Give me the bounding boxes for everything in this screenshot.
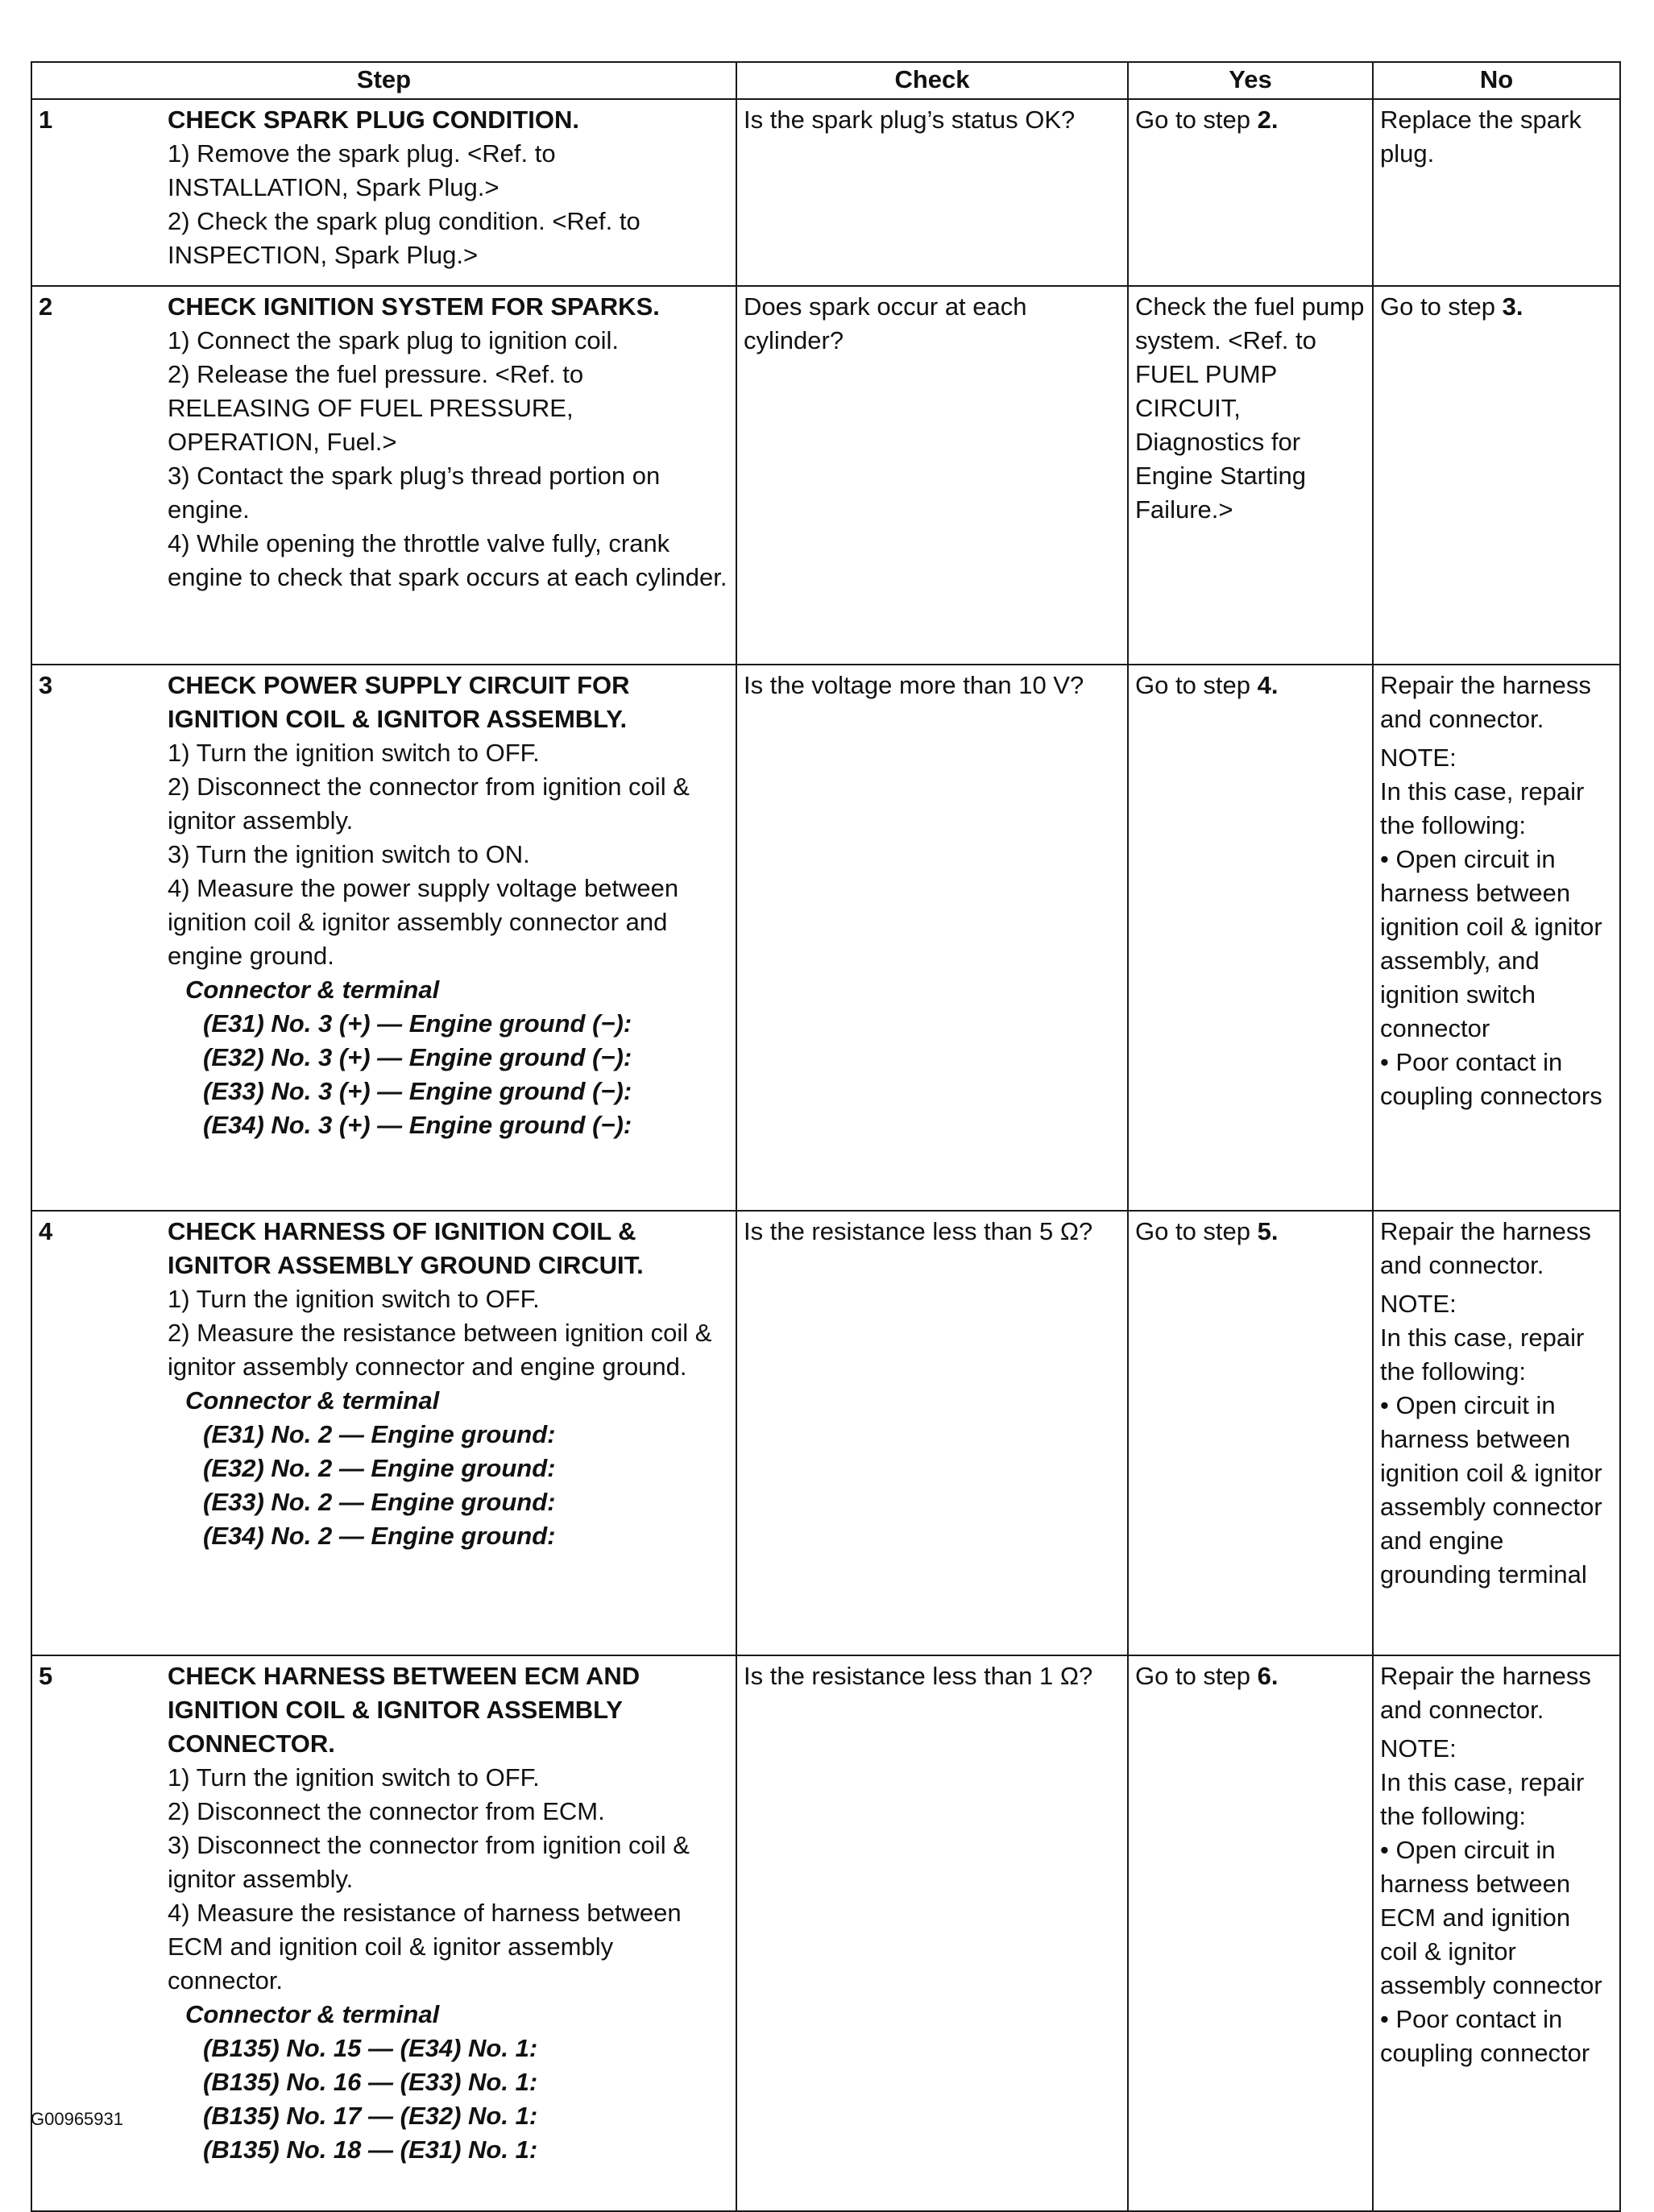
step-instruction: 2) Measure the resistance between ignition coil & ignitor assembly connector and engine ground. <box>168 1319 712 1381</box>
header-step: Step <box>31 62 736 99</box>
connector-label: Connector & terminal <box>185 2000 440 2028</box>
connector-item: (E34) No. 2 — Engine ground: <box>203 1522 556 1550</box>
connector-item: (E32) No. 2 — Engine ground: <box>203 1454 556 1482</box>
step-content <box>39 669 729 1142</box>
check-cell: Is the resistance less than 1 Ω? <box>736 1655 1128 2211</box>
yes-step-ref: 5. <box>1257 1217 1279 1245</box>
note-item: • Poor contact in coupling connector <box>1380 2005 1590 2067</box>
header-no: No <box>1373 62 1620 99</box>
no-prefix: Go to step <box>1380 292 1503 321</box>
step-instruction: 1) Connect the spark plug to ignition coil. <box>168 326 620 354</box>
diagnostic-table <box>31 61 1621 2212</box>
connector-item: (E32) No. 3 (+) — Engine ground (−): <box>203 1043 632 1071</box>
step-body <box>168 290 729 594</box>
step-cell <box>31 99 736 286</box>
note-label: NOTE: <box>1380 1734 1457 1763</box>
yes-cell <box>1128 1655 1373 2211</box>
step-instruction: 1) Turn the ignition switch to OFF. <box>168 1285 540 1313</box>
figure-code: G00965931 <box>31 2109 123 2129</box>
table-row <box>31 286 1620 665</box>
note-item: • Open circuit in harness between ignition coil & ignitor assembly connector and engine grounding terminal <box>1380 1391 1602 1589</box>
step-instruction: 4) Measure the resistance of harness between ECM and ignition coil & ignitor assembly connector. <box>168 1899 682 1995</box>
step-title: CHECK HARNESS OF IGNITION COIL & IGNITOR ASSEMBLY GROUND CIRCUIT. <box>168 1217 644 1279</box>
yes-cell <box>1128 286 1373 665</box>
step-content <box>39 290 729 594</box>
note-item: • Open circuit in harness between ignition coil & ignitor assembly, and ignition switch connector <box>1380 845 1602 1042</box>
no-cell <box>1373 99 1620 286</box>
step-instruction: 3) Contact the spark plug’s thread portion on engine. <box>168 462 661 524</box>
step-body <box>168 669 729 1142</box>
connector-item: (B135) No. 16 — (E33) No. 1: <box>203 2068 538 2096</box>
step-title: CHECK IGNITION SYSTEM FOR SPARKS. <box>168 292 660 321</box>
step-instruction: 2) Disconnect the connector from ECM. <box>168 1797 605 1825</box>
step-instruction: 2) Release the fuel pressure. <Ref. to RELEASING OF FUEL PRESSURE, OPERATION, Fuel.> <box>168 360 584 456</box>
table-body <box>31 99 1620 2211</box>
no-step-ref: 3. <box>1502 292 1523 321</box>
note-item: In this case, repair the following: <box>1380 1323 1585 1386</box>
step-body <box>168 1659 729 2167</box>
step-instruction: 1) Turn the ignition switch to OFF. <box>168 739 540 767</box>
yes-text: Check the fuel pump system. <Ref. to FUEL PUMP CIRCUIT, Diagnostics for Engine Starting Failure.> <box>1135 292 1365 524</box>
note-item: • Open circuit in harness between ECM and ignition coil & ignitor assembly connector <box>1380 1836 1602 1999</box>
step-title: CHECK POWER SUPPLY CIRCUIT FOR IGNITION COIL & IGNITOR ASSEMBLY. <box>168 671 630 733</box>
step-instruction: 2) Check the spark plug condition. <Ref. to INSPECTION, Spark Plug.> <box>168 207 640 269</box>
connector-item: (E33) No. 3 (+) — Engine ground (−): <box>203 1077 632 1105</box>
step-instruction: 4) Measure the power supply voltage between ignition coil & ignitor assembly connector and engine ground. <box>168 874 679 970</box>
yes-cell <box>1128 1211 1373 1655</box>
step-body <box>168 1215 729 1553</box>
step-cell <box>31 665 736 1211</box>
step-instruction: 1) Turn the ignition switch to OFF. <box>168 1763 540 1792</box>
no-cell <box>1373 665 1620 1211</box>
step-cell <box>31 1655 736 2211</box>
step-instruction: 1) Remove the spark plug. <Ref. to INSTALLATION, Spark Plug.> <box>168 139 556 201</box>
table-row <box>31 1211 1620 1655</box>
header-check: Check <box>736 62 1128 99</box>
yes-prefix: Go to step <box>1135 1662 1258 1690</box>
no-cell <box>1373 1211 1620 1655</box>
step-cell <box>31 286 736 665</box>
step-number: 5 <box>39 1662 53 1690</box>
header-row <box>31 62 1620 99</box>
check-cell: Does spark occur at each cylinder? <box>736 286 1128 665</box>
note-label: NOTE: <box>1380 1290 1457 1318</box>
yes-cell <box>1128 665 1373 1211</box>
note-item: In this case, repair the following: <box>1380 777 1585 839</box>
step-title: CHECK HARNESS BETWEEN ECM AND IGNITION COIL & IGNITOR ASSEMBLY CONNECTOR. <box>168 1662 640 1758</box>
no-text: Repair the harness and connector. <box>1380 1217 1591 1279</box>
table-row <box>31 1655 1620 2211</box>
check-cell: Is the spark plug’s status OK? <box>736 99 1128 286</box>
step-number: 3 <box>39 671 53 699</box>
check-cell: Is the resistance less than 5 Ω? <box>736 1211 1128 1655</box>
yes-step-ref: 4. <box>1257 671 1279 699</box>
no-text: Replace the spark plug. <box>1380 106 1581 168</box>
connector-item: (B135) No. 18 — (E31) No. 1: <box>203 2135 538 2164</box>
connector-item: (E33) No. 2 — Engine ground: <box>203 1488 556 1516</box>
step-cell <box>31 1211 736 1655</box>
note-item: In this case, repair the following: <box>1380 1768 1585 1830</box>
step-instruction: 3) Turn the ignition switch to ON. <box>168 840 530 868</box>
yes-step-ref: 6. <box>1257 1662 1279 1690</box>
yes-prefix: Go to step <box>1135 671 1258 699</box>
table-row <box>31 99 1620 286</box>
connector-label: Connector & terminal <box>185 1386 440 1415</box>
step-number: 4 <box>39 1217 53 1245</box>
step-number: 2 <box>39 292 53 321</box>
connector-item: (E34) No. 3 (+) — Engine ground (−): <box>203 1111 632 1139</box>
header-yes: Yes <box>1128 62 1373 99</box>
step-instruction: 4) While opening the throttle valve fully, crank engine to check that spark occurs at each cylinder. <box>168 529 728 591</box>
connector-item: (E31) No. 3 (+) — Engine ground (−): <box>203 1009 632 1038</box>
step-body <box>168 103 729 272</box>
step-content <box>39 1659 729 2167</box>
yes-step-ref: 2. <box>1257 106 1279 134</box>
note-label: NOTE: <box>1380 744 1457 772</box>
no-cell <box>1373 286 1620 665</box>
check-cell: Is the voltage more than 10 V? <box>736 665 1128 1211</box>
connector-label: Connector & terminal <box>185 976 440 1004</box>
connector-item: (B135) No. 15 — (E34) No. 1: <box>203 2034 538 2062</box>
step-instruction: 3) Disconnect the connector from ignition coil & ignitor assembly. <box>168 1831 690 1893</box>
yes-prefix: Go to step <box>1135 1217 1258 1245</box>
no-text: Repair the harness and connector. <box>1380 671 1591 733</box>
step-instruction: 2) Disconnect the connector from ignition coil & ignitor assembly. <box>168 773 690 835</box>
step-number: 1 <box>39 106 53 134</box>
no-text: Repair the harness and connector. <box>1380 1662 1591 1724</box>
table-row <box>31 665 1620 1211</box>
step-title: CHECK SPARK PLUG CONDITION. <box>168 106 579 134</box>
note-item: • Poor contact in coupling connectors <box>1380 1048 1602 1110</box>
connector-item: (E31) No. 2 — Engine ground: <box>203 1420 556 1448</box>
step-content <box>39 103 729 272</box>
no-cell <box>1373 1655 1620 2211</box>
connector-item: (B135) No. 17 — (E32) No. 1: <box>203 2102 538 2130</box>
step-content <box>39 1215 729 1553</box>
yes-prefix: Go to step <box>1135 106 1258 134</box>
yes-cell <box>1128 99 1373 286</box>
